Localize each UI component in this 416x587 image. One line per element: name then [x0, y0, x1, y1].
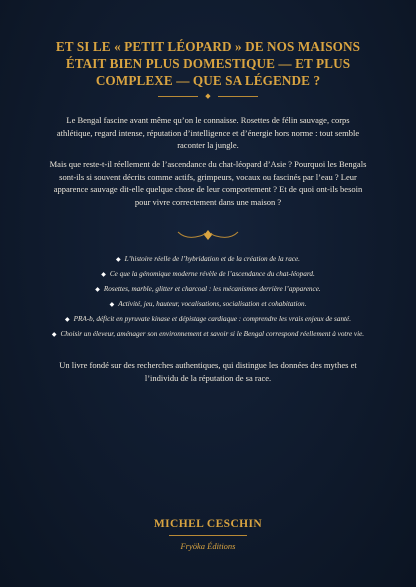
feature-text: L’histoire réelle de l’hybridation et de la création de la race.: [124, 255, 300, 263]
title-divider: [0, 93, 416, 100]
diamond-icon: ◆: [205, 92, 211, 100]
feature-text: Rosettes, marble, glitter et charcoal : les mécanismes derrière l’apparence.: [103, 285, 321, 293]
author-name: MICHEL CESCHIN: [153, 518, 263, 530]
author-divider: [169, 535, 247, 536]
list-item: [44, 284, 372, 296]
diamond-bullet-icon: ◆: [95, 287, 100, 293]
divider-line-right: [218, 96, 258, 97]
divider-line-left: [158, 96, 198, 97]
feature-text: Ce que la génomique moderne révèle de l’ascendance du chat-léopard.: [109, 270, 315, 278]
diamond-bullet-icon: ◆: [64, 317, 70, 323]
feature-text: PRA-b, déficit en pyruvate kinase et dépistage cardiaque : comprendre les vrais enjeux de santé.: [73, 315, 352, 323]
intro-paragraph: Le Bengal fascine avant même qu’on le connaisse. Rosettes de félin sauvage, corps athlétique, regard intense, réputation d’intelligence et d’énergie hors norme : tout semble raconter la jungle.: [56, 115, 360, 150]
list-item: [44, 329, 372, 341]
questions-paragraph: Mais que reste-t-il réellement de l’ascendance du chat-léopard d’Asie ? Pourquoi les Bengals sont-ils si souvent décrits comme actifs, grimpeurs, vocaux ou fascinés par l’eau ? Leur apparence sauvage dit-elle quelque chose de leur comportement ? Et de quoi ont-ils besoin pour vivre correctement dans une maison ?: [49, 159, 367, 207]
closing-paragraph: Un livre fondé sur des recherches authentiques, qui distingue les données des mythes et l’individu de la réputation de sa race.: [59, 360, 357, 383]
diamond-bullet-icon: ◆: [101, 272, 106, 278]
list-item: [44, 314, 372, 326]
flourish-ornament-icon: [0, 228, 416, 242]
feature-list: [44, 254, 372, 344]
list-item: [44, 254, 372, 266]
publisher-name: Fryöka Éditions: [180, 541, 236, 551]
diamond-bullet-icon: ◆: [51, 332, 57, 338]
list-item: [44, 269, 372, 281]
diamond-bullet-icon: ◆: [109, 302, 115, 308]
feature-text: Activité, jeu, hauteur, vocalisations, socialisation et cohabitation.: [118, 300, 307, 308]
headline: ET SI LE « PETIT LÉOPARD » DE NOS MAISONS ÉTAIT BIEN PLUS DOMESTIQUE — ET PLUS COMPLEXE — QUE SA LÉGENDE ?: [55, 39, 361, 88]
diamond-bullet-icon: ◆: [116, 257, 121, 263]
feature-text: Choisir un éleveur, aménager son environnement et savoir si le Bengal correspond réellement à votre vie.: [60, 330, 365, 338]
list-item: [44, 299, 372, 311]
